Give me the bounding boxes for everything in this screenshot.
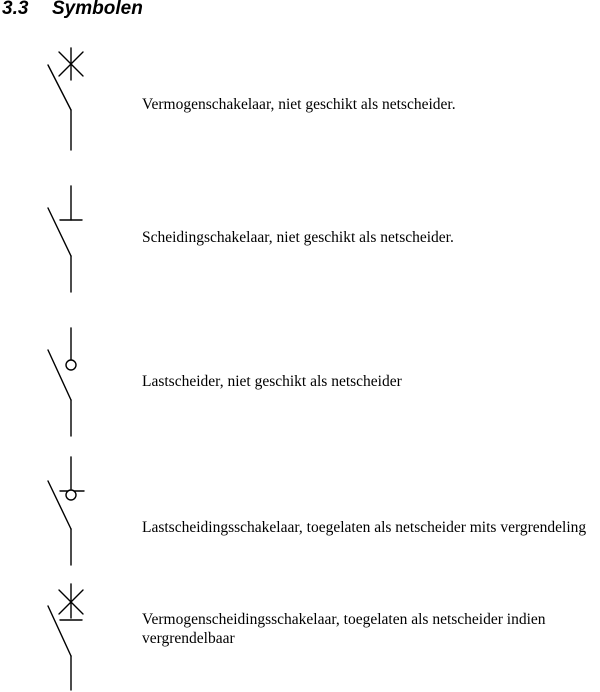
symbol-description: Scheidingschakelaar, niet geschikt als netscheider. <box>142 229 454 246</box>
symbol-description: Vermogenscheidingsschakelaar, toegelaten als netscheider indien vergrendelbaar <box>142 611 546 647</box>
disconnector-switch-icon <box>40 186 100 294</box>
switch-disconnector-icon <box>40 457 100 567</box>
section-heading <box>2 0 143 21</box>
section-number: 3.3 <box>2 0 29 19</box>
symbol-description: Lastscheider, niet geschikt als netscheider <box>142 373 402 390</box>
section-title: Symbolen <box>52 0 143 19</box>
symbol-description: Lastscheidingsschakelaar, toegelaten als netscheider mits vergrendeling <box>142 519 587 536</box>
circuit-breaker-disconnector-icon <box>40 584 100 692</box>
circuit-breaker-switch-icon <box>40 48 100 152</box>
symbol-description: Vermogenschakelaar, niet geschikt als netscheider. <box>142 96 456 113</box>
load-break-switch-icon <box>40 328 100 438</box>
